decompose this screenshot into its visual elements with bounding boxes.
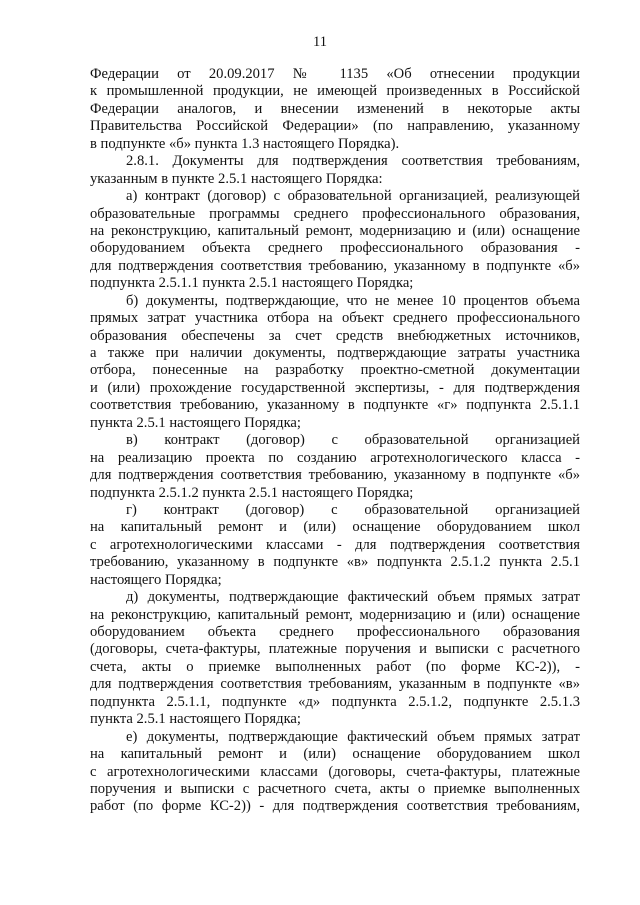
text-line: б) документы, подтверждающие, что не менее 10 процентов объема <box>126 292 580 309</box>
text-line: а также при наличии документы, подтверждающие затраты участника <box>90 345 580 361</box>
text-line: е) документы, подтверждающие фактический объем прямых затрат <box>126 728 580 745</box>
text-line: на капитальный ремонт и (или) оснащение оборудованием школ <box>90 746 580 763</box>
text-line: г) контракт (договор) с образовательной организацией <box>126 501 580 518</box>
text-line: пункта 2.5.1 настоящего Порядка; <box>90 711 301 728</box>
text-line: поручения и выписки с расчетного счета, акты о приемке выполненных <box>90 780 580 797</box>
text-line: на реализацию проекта по созданию агротехнологического класса - <box>90 449 580 466</box>
text-line: образовательные программы среднего профессионального образования, <box>90 205 580 222</box>
text-line: на капитальный ремонт и (или) оснащение оборудованием школ <box>90 519 580 536</box>
text-line: 2.8.1. Документы для подтверждения соответствия требованиям, <box>126 153 580 170</box>
text-line: образования обеспечены за счет средств внебюджетных источников, <box>90 327 580 344</box>
text-line: работ (по форме КС-2)) - для подтверждения соответствия требованиям, <box>90 798 580 815</box>
text-line: и (или) прохождение государственной экспертизы, - для подтверждения <box>90 379 580 396</box>
text-line: оборудованием объекта среднего профессионального образования <box>90 624 580 640</box>
text-line: пункта 2.5.1 настоящего Порядка; <box>90 414 301 431</box>
text-line: д) документы, подтверждающие фактический объем прямых затрат <box>126 589 580 606</box>
text-line: в подпункте «б» пункта 1.3 настоящего Порядка). <box>90 135 400 152</box>
text-line: Правительства Российской Федерации» (по направлению, указанному <box>90 118 580 135</box>
text-line: с агротехнологическими классами - для подтверждения соответствия <box>90 536 580 553</box>
text-line: (договоры, счета-фактуры, платежные поручения и выписки с расчетного <box>90 641 580 658</box>
text-line: Федерации аналогов, и внесении изменений в некоторые акты <box>90 100 580 117</box>
page-number: 11 <box>313 34 327 50</box>
text-line: для подтверждения соответствия требованиям, указанным в подпункте «в» <box>90 676 580 693</box>
text-line: требованию, указанному в подпункте «в» подпункта 2.5.1.2 пункта 2.5.1 <box>90 554 580 571</box>
text-line: в) контракт (договор) с образовательной организацией <box>126 432 580 449</box>
text-line: на реконструкцию, капитальный ремонт, модернизацию и (или) оснащение <box>90 222 580 239</box>
text-line: для подтверждения соответствия требованию, указанному в подпункте «б» <box>90 467 580 484</box>
text-line: к промышленной продукции, не имеющей произведенных в Российской <box>90 83 580 100</box>
text-line: отбора, понесенные на разработку проектно-сметной документации <box>90 362 580 379</box>
text-line: для подтверждения соответствия требованию, указанному в подпункте «б» <box>90 257 580 274</box>
text-line: указанным в пункте 2.5.1 настоящего Порядка: <box>90 170 383 187</box>
text-line: подпункта 2.5.1.1, подпункте «д» подпункта 2.5.1.2, подпункте 2.5.1.3 <box>90 693 580 710</box>
text-line: соответствия требованию, указанному в подпункте «г» подпункта 2.5.1.1 <box>90 397 580 414</box>
text-line: счета, акты о приемке выполненных работ (по форме КС-2)), - <box>90 658 580 675</box>
text-line: прямых затрат участника отбора на объект среднего профессионального <box>90 310 580 327</box>
text-line: Федерации от 20.09.2017 № 1135 «Об отнесении продукции <box>90 66 580 82</box>
text-line: оборудованием объекта среднего профессионального образования - <box>90 240 580 257</box>
text-line: а) контракт (договор) с образовательной организацией, реализующей <box>126 188 580 205</box>
text-line: с агротехнологическими классами (договоры, счета-фактуры, платежные <box>90 763 580 780</box>
text-line: подпункта 2.5.1.2 пункта 2.5.1 настоящего Порядка; <box>90 484 414 501</box>
text-line: настоящего Порядка; <box>90 571 222 588</box>
document-body <box>90 66 580 816</box>
text-line: подпункта 2.5.1.1 пункта 2.5.1 настоящего Порядка; <box>90 275 414 292</box>
text-line: на реконструкцию, капитальный ремонт, модернизацию и (или) оснащение <box>90 606 580 623</box>
